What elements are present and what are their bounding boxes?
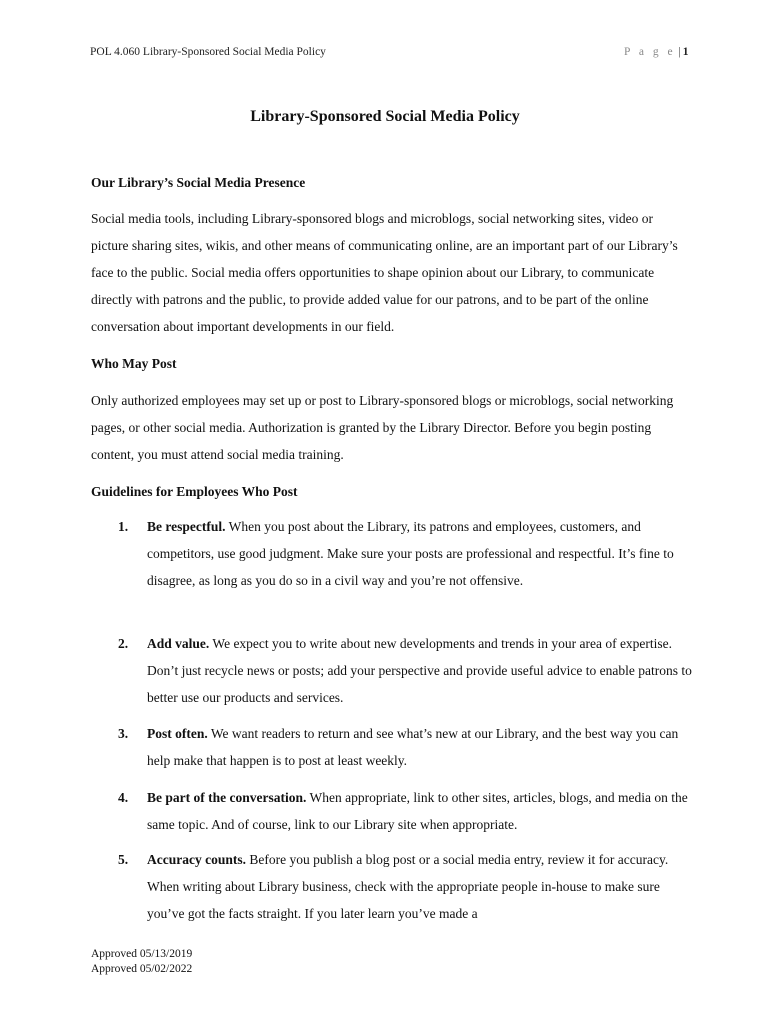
approval-date: Approved 05/13/2019 — [91, 948, 193, 960]
header-page-number — [624, 46, 689, 58]
guideline-lead: Be part of the conversation. — [147, 790, 307, 805]
section-heading-presence: Our Library’s Social Media Presence — [91, 175, 306, 190]
guideline-body — [147, 630, 695, 711]
guideline-lead: Post often. — [147, 726, 208, 741]
page-label: P a g e — [624, 46, 676, 58]
section-heading-guidelines: Guidelines for Employees Who Post — [91, 484, 298, 499]
section-text-presence: Social media tools, including Library-sponsored blogs and microblogs, social networking sites, video or picture sharing sites, wikis, and other means of communicating online, are an important part of our Library’s face to the public. Social media offers opportunities to shape opinion about our Library, to communicate directly with patrons and the public, to provide added value for our patrons, and to be part of the online conversation about important developments in our field. — [91, 211, 678, 334]
guideline-text: Before you publish a blog post or a social media entry, review it for accuracy. When writing about Library business, check with the appropriate people in-house to make sure you’ve got the facts straight. If you later learn you’ve made a — [147, 852, 669, 921]
guideline-number: 2. — [118, 636, 129, 651]
section-heading-who-may-post: Who May Post — [91, 356, 177, 371]
guideline-number: 4. — [118, 790, 129, 805]
guideline-body — [147, 846, 695, 927]
document-title: Library-Sponsored Social Media Policy — [250, 108, 520, 125]
guideline-text: We want readers to return and see what’s new at our Library, and the best way you can help make that happen is to post at least weekly. — [147, 726, 679, 768]
guideline-body — [147, 720, 695, 774]
guideline-number: 3. — [118, 726, 129, 741]
approval-date: Approved 05/02/2022 — [91, 963, 193, 975]
page-number: 1 — [682, 46, 689, 58]
guideline-lead: Add value. — [147, 636, 210, 651]
guideline-text: When appropriate, link to other sites, articles, blogs, and media on the same topic. And of course, link to our Library site when appropriate. — [147, 790, 688, 832]
page-separator: | — [678, 46, 681, 58]
guideline-lead: Be respectful. — [147, 519, 226, 534]
header-document-id: POL 4.060 Library-Sponsored Social Media Policy — [90, 46, 326, 58]
guideline-body — [147, 784, 695, 838]
footer-approvals — [91, 947, 192, 977]
guideline-body — [147, 513, 695, 594]
section-text-who-may-post: Only authorized employees may set up or post to Library-sponsored blogs or microblogs, social networking pages, or other social media. Authorization is granted by the Library Director. Before you begin posting content, you must attend social media training. — [91, 393, 674, 462]
guideline-text: When you post about the Library, its patrons and employees, customers, and competitors, use good judgment. Make sure your posts are professional and respectful. It’s fine to disagree, as long as you do so in a civil way and you’re not offensive. — [147, 519, 674, 588]
guideline-lead: Accuracy counts. — [147, 852, 246, 867]
guideline-text: We expect you to write about new developments and trends in your area of expertise. Don’t just recycle news or posts; add your perspective and provide useful advice to enable patrons to better use our products and services. — [147, 636, 692, 705]
guideline-number: 1. — [118, 519, 129, 534]
guideline-number: 5. — [118, 852, 129, 867]
